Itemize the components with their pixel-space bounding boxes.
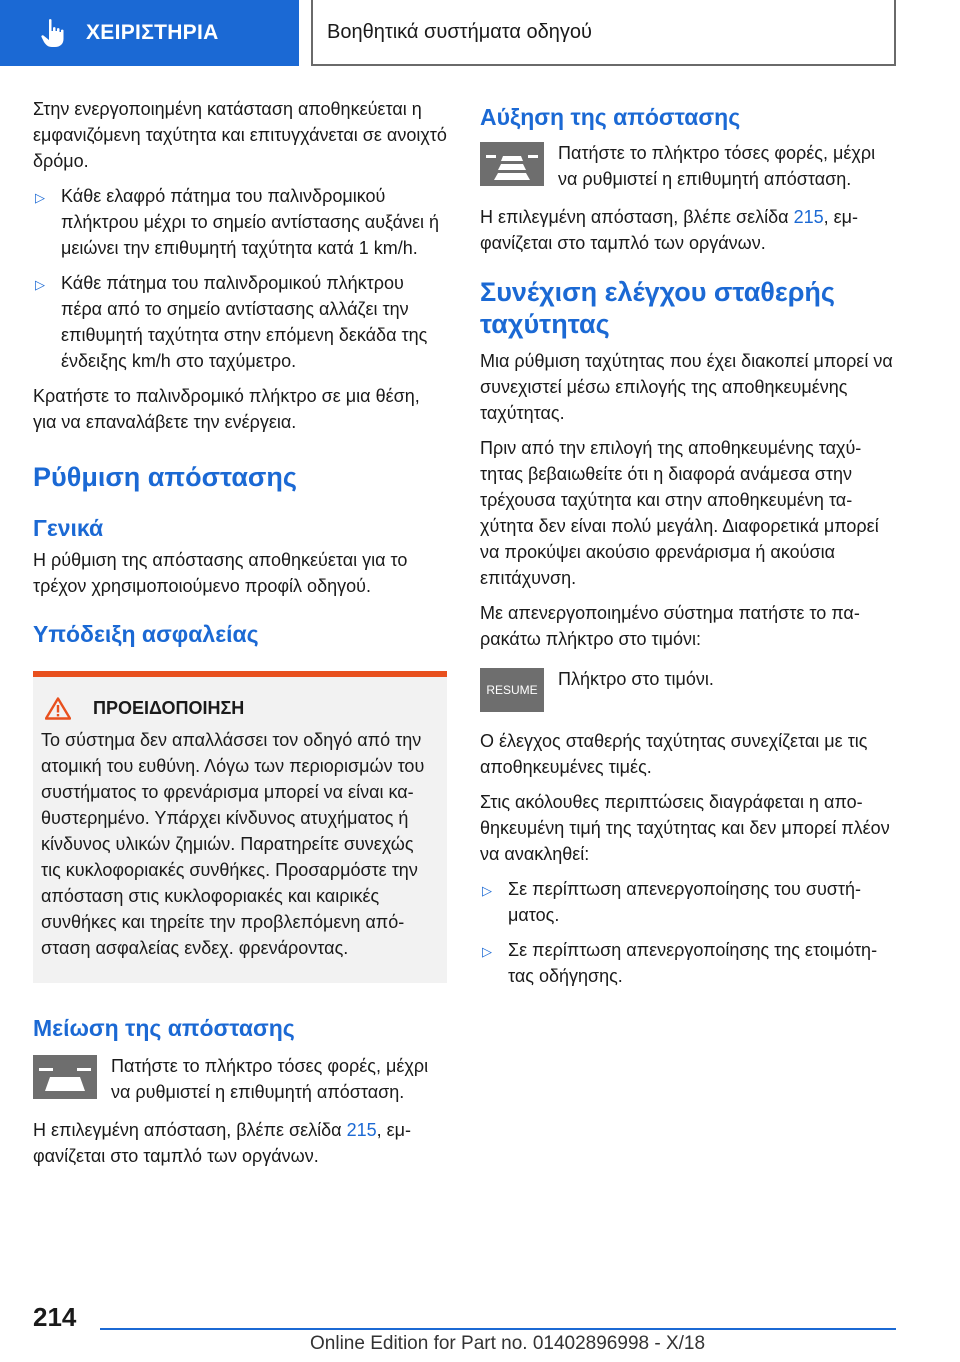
bullet-arrow-icon: ▷	[482, 883, 492, 898]
resume-button-icon	[480, 668, 544, 712]
page-header	[0, 0, 960, 66]
paragraph: Με απενεργοποιημένο σύστημα πατήστε το παρακάτω πλήκτρο στο τιμόνι:	[480, 603, 860, 649]
button-instruction	[480, 140, 894, 192]
distance-increase-button-icon	[480, 142, 544, 186]
heading-distance-setting: Ρύθμιση απόστασης	[33, 462, 297, 492]
warning-box	[33, 671, 447, 983]
list-item	[480, 937, 894, 989]
paragraph: Στην ενεργοποιημένη κατάσταση αποθηκεύεται η εμφανιζόμενη ταχύτητα και επιτυγχάνεται σε ανοιχτό δρόμο.	[33, 99, 447, 171]
paragraph: Στις ακόλουθες περιπτώσεις διαγράφεται η αποθηκευμένη τιμή της ταχύτητας και δεν μπορεί πλέον να ανακληθεί:	[480, 792, 890, 864]
button-instruction	[480, 666, 894, 712]
footer-divider	[100, 1328, 896, 1330]
list-item	[33, 270, 447, 374]
section-tab[interactable]	[311, 0, 896, 66]
paragraph	[33, 1117, 447, 1169]
button-instruction-text: Πλήκτρο στο τιμόνι.	[558, 669, 714, 689]
bullet-arrow-icon: ▷	[35, 277, 45, 292]
text-fragment: , εμφανίζεται στο ταμπλό των οργάνων.	[33, 1120, 412, 1166]
page-reference-link[interactable]: 215	[793, 207, 824, 227]
paragraph: Μια ρύθμιση ταχύτητας που έχει διακοπεί μπορεί να συνεχιστεί μέσω επιλογής της αποθηκευμένης ταχύτητας.	[480, 351, 893, 423]
text-fragment: Η επιλεγμένη απόσταση, βλέπε σελίδα	[33, 1120, 347, 1140]
paragraph: Ο έλεγχος σταθερής ταχύτητας συνεχίζεται με τις αποθηκευμένες τιμές.	[480, 731, 868, 777]
left-column	[33, 96, 447, 1178]
right-column	[480, 96, 894, 998]
warning-header	[41, 695, 435, 721]
text-fragment: Η επιλεγμένη απόσταση, βλέπε σελίδα	[480, 207, 794, 227]
paragraph: Κρατήστε το παλινδρομικό πλήκτρο σε μια θέση, για να επαναλάβετε την ενέργεια.	[33, 386, 420, 432]
warning-title: ΠΡΟΕΙΔΟΠΟΙΗΣΗ	[93, 698, 245, 718]
bullet-arrow-icon: ▷	[482, 944, 492, 959]
paragraph: Η ρύθμιση της απόστασης αποθηκεύεται για το τρέχον χρησιμοποιούμενο προφίλ οδηγού.	[33, 550, 408, 596]
paragraph	[480, 204, 894, 256]
list-item-text: Κάθε ελαφρό πάτημα του παλινδρομικού πλήκτρου μέχρι το σημείο αντίστασης αυξάνει ή μειώνει την επιθυμητή ταχύτητα κατά 1 km/h.	[61, 186, 440, 258]
paragraph: Πριν από την επιλογή της αποθηκευμένης ταχύτητας βεβαιωθείτε ότι η διαφορά ανάμεσα στην τρέχουσα ταχύτητα και στην αποθηκευμένη ταχύτητα δεν είναι πολύ μεγάλη. Διαφορετικά μπορεί να προκύψει ακούσιο φρενάρισμα ή ακούσια επιτάχυνση.	[480, 438, 879, 588]
list-item-text: Σε περίπτωση απενεργοποίησης του συστήματος.	[508, 879, 862, 925]
warning-triangle-icon	[45, 697, 71, 720]
list-item	[480, 876, 894, 928]
list-item-text: Κάθε πάτημα του παλινδρομικού πλήκτρου πέρα από το σημείο αντίστασης αλλάζει την επιθυμητή ταχύτητα στην επόμενη δεκάδα της ένδειξης km/h στο ταχύμετρο.	[61, 273, 428, 371]
chapter-title: ΧΕΙΡΙΣΤΗΡΙΑ	[86, 21, 219, 44]
chapter-tab[interactable]	[0, 0, 299, 66]
list-item-text: Σε περίπτωση απενεργοποίησης της ετοιμότητας οδήγησης.	[508, 940, 878, 986]
page-number: 214	[33, 1302, 77, 1332]
hand-pointer-icon	[40, 18, 66, 48]
footer-edition: Online Edition for Part no. 01402896998 - X/18	[310, 1333, 706, 1354]
text-fragment: , εμφανίζεται στο ταμπλό των οργάνων.	[480, 207, 859, 253]
button-instruction	[33, 1053, 447, 1105]
warning-text: Το σύστημα δεν απαλλάσσει τον οδηγό από την ατομική του ευθύνη. Λόγω των περιορισμών του συστήματος το φρενάρισμα μπορεί να είναι καθυστερημένο. Υπάρχει κίνδυνος ατυχήματος ή κίνδυνος υλικών ζημιών. Παρατηρείτε συνεχώς τις κυκλοφοριακές συνθήκες. Προσαρμόστε την απόσταση στις κυκλοφοριακές και καιρικές συνθήκες και τηρείτε την προβλεπόμενη απόσταση ασφαλείας ενδεχ. φρενάροντας.	[41, 730, 425, 958]
list-item	[33, 183, 447, 261]
page-reference-link[interactable]: 215	[346, 1120, 377, 1140]
resume-button-label: RESUME	[486, 683, 538, 697]
distance-decrease-button-icon	[33, 1055, 97, 1099]
heading-decrease-distance: Μείωση της απόστασης	[33, 1015, 295, 1041]
heading-general: Γενικά	[33, 515, 104, 541]
button-instruction-text: Πατήστε το πλήκτρο τόσες φορές, μέχρι να ρυθμιστεί η επιθυμητή απόσταση.	[111, 1056, 429, 1102]
button-instruction-text: Πατήστε το πλήκτρο τόσες φορές, μέχρι να ρυθμιστεί η επιθυμητή απόσταση.	[558, 143, 876, 189]
section-title: Βοηθητικά συστήματα οδηγού	[327, 20, 592, 43]
heading-increase-distance: Αύξηση της απόστασης	[480, 104, 741, 130]
heading-safety-note: Υπόδειξη ασφαλείας	[33, 621, 259, 647]
heading-continue-cruise-control: Συνέχιση ελέγχου σταθερής ταχύτητας	[480, 277, 835, 339]
bullet-arrow-icon: ▷	[35, 190, 45, 205]
